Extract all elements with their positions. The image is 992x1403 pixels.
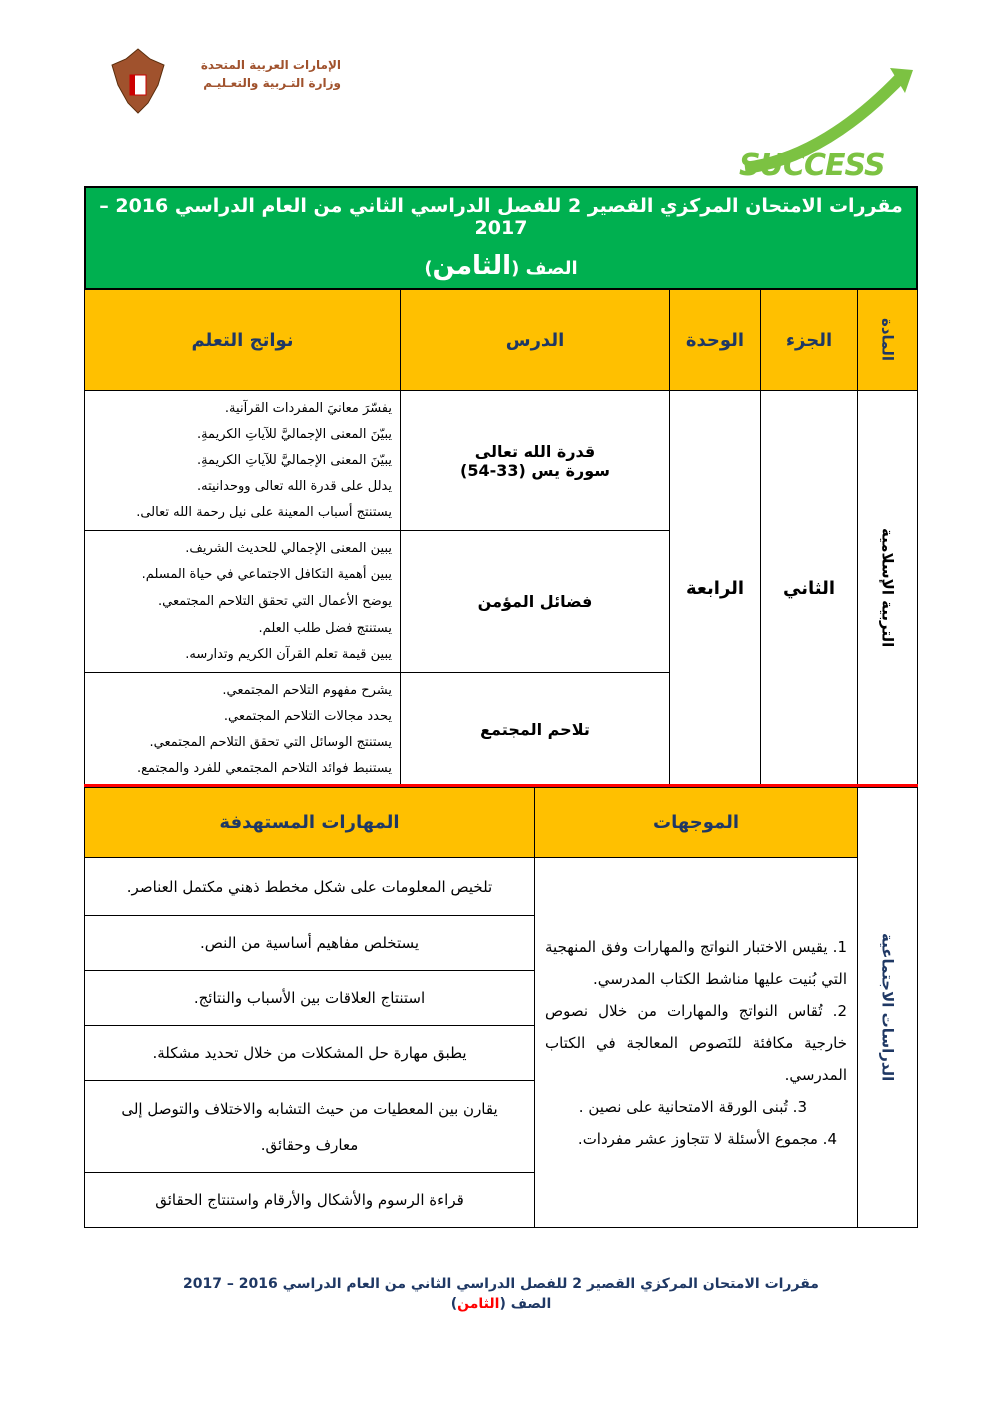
col-unit-label: الوحدة bbox=[685, 329, 745, 351]
lesson-3 bbox=[400, 672, 670, 786]
outcome: يستنتج فضل طلب العلم. bbox=[258, 620, 392, 636]
skill-text: يقارن بين المعطيات من حيث التشابه والاختلاف والتوصل إلى معارف وحقائق. bbox=[121, 1099, 498, 1154]
lesson-title: تلاحم المجتمع bbox=[480, 719, 590, 739]
col-outcomes bbox=[84, 289, 401, 391]
outcome: يحدد مجالات التلاحم المجتمعي. bbox=[223, 708, 392, 724]
footer-grade: الصف (الثامن) bbox=[450, 1296, 552, 1312]
skill-text: قراءة الرسوم والأشكال والأرقام واستنتاج الحقائق bbox=[155, 1191, 464, 1209]
outcome: يوضح الأعمال التي تحقق التلاحم المجتمعي. bbox=[158, 593, 392, 609]
skill-row bbox=[84, 1080, 535, 1173]
guide-item: 3. تُبنى الورقة الامتحانية على نصين . bbox=[578, 1097, 807, 1116]
lesson-2 bbox=[400, 530, 670, 673]
skill-row bbox=[84, 1172, 535, 1228]
col-outcomes-label: نواتج التعلم bbox=[191, 329, 294, 351]
skill-text: استنتاج العلاقات بين الأسباب والنتائج. bbox=[193, 989, 426, 1007]
guide-item: 4. مجموع الأسئلة لا تتجاوز عشر مفردات. bbox=[577, 1129, 837, 1148]
ministry-line2: وزارة التـربية والتعـليـم bbox=[203, 76, 341, 90]
lesson-title: قدرة الله تعالى bbox=[474, 441, 596, 461]
outcome: يشرح مفهوم التلاحم المجتمعي. bbox=[222, 682, 392, 698]
lesson-1 bbox=[400, 390, 670, 531]
skill-row bbox=[84, 915, 535, 971]
lesson-2-outcomes bbox=[84, 530, 401, 673]
guides-header-label: الموجهات bbox=[653, 812, 739, 833]
outcome: يبين أهمية التكافل الاجتماعي في حياة المسلم. bbox=[141, 567, 392, 583]
outcome: يبيّنَ المعنى الإجماليَّ للآياتِ الكريمةِ. bbox=[196, 452, 392, 468]
social-subject-label: الدراسات الاجتماعية bbox=[878, 933, 897, 1082]
grade-name: الثامن bbox=[432, 251, 512, 281]
page-header bbox=[84, 186, 918, 290]
skills-header-label: المهارات المستهدفة bbox=[219, 812, 400, 833]
guide-item: 1. يقيس الاختبار النواتج والمهارات وفق المنهجية التي بُنيت عليها مناشط الكتاب المدرسي. bbox=[545, 937, 847, 988]
ministry-name bbox=[176, 56, 341, 92]
col-lesson bbox=[400, 289, 670, 391]
lesson-title: فضائل المؤمن bbox=[477, 592, 593, 611]
guide-item: 2. تُقاس النواتج والمهارات من خلال نصوص خارجية مكافئة للنَصوص المعالجة في الكتاب المدرسي. bbox=[545, 1001, 847, 1084]
lesson-subtitle: سورة يس (33-54) bbox=[460, 460, 610, 480]
islamic-subject bbox=[857, 390, 918, 786]
header-title: مقررات الامتحان المركزي القصير 2 للفصل الدراسي الثاني من العام الدراسي 2016 – 2017 bbox=[99, 195, 903, 239]
islamic-unit bbox=[669, 390, 761, 786]
col-subject-label: المادة bbox=[878, 318, 897, 362]
islamic-part-label: الثاني bbox=[783, 577, 836, 599]
outcome: يستنبط فوائد التلاحم المجتمعي للفرد والمجتمع. bbox=[137, 760, 392, 776]
outcome: يبيّنَ المعنى الإجماليَّ للآياتِ الكريمةِ. bbox=[196, 426, 392, 442]
outcome: يفسّرَ معانيَ المفردات القرآنية. bbox=[224, 400, 392, 416]
skill-row bbox=[84, 857, 535, 916]
footer-grade-name: الثامن bbox=[457, 1296, 500, 1312]
skill-text: يستخلص مفاهيم أساسية من النص. bbox=[199, 934, 420, 952]
col-part bbox=[760, 289, 858, 391]
lesson-1-outcomes bbox=[84, 390, 401, 531]
outcome: يبين المعنى الإجمالي للحديث الشريف. bbox=[185, 540, 392, 556]
skill-row bbox=[84, 970, 535, 1026]
ministry-line1: الإمارات العربية المتحدة bbox=[200, 58, 341, 72]
islamic-part bbox=[760, 390, 858, 786]
col-part-label: الجزء bbox=[785, 329, 833, 351]
success-text: SUCCESS bbox=[739, 148, 885, 183]
footer-title: مقررات الامتحان المركزي القصير 2 للفصل الدراسي الثاني من العام الدراسي 2016 – 2017 bbox=[183, 1276, 819, 1292]
skill-text: تلخيص المعلومات على شكل مخطط ذهني مكتمل العناصر. bbox=[126, 877, 493, 896]
social-subject bbox=[857, 787, 918, 1228]
outcome: يبين قيمة تعلم القرآن الكريم وتدارسه. bbox=[185, 647, 392, 663]
outcome: يدلل على قدرة الله تعالى ووحدانيته. bbox=[196, 479, 392, 495]
header-grade: الصف (الثامن) bbox=[424, 251, 578, 281]
page-footer bbox=[84, 1274, 918, 1314]
col-lesson-label: الدرس bbox=[505, 329, 565, 351]
footer-grade-prefix: الصف bbox=[510, 1296, 552, 1312]
skill-row bbox=[84, 1025, 535, 1081]
outcome: يستنتج أسباب المعينة على نيل رحمة الله تعالى. bbox=[136, 505, 392, 521]
outcome: يستنتج الوسائل التي تحقق التلاحم المجتمعي. bbox=[149, 734, 392, 750]
grade-prefix: الصف bbox=[525, 258, 578, 279]
islamic-unit-label: الرابعة bbox=[685, 577, 745, 599]
skills-header bbox=[84, 787, 535, 858]
col-subject bbox=[857, 289, 918, 391]
guides-header bbox=[534, 787, 858, 858]
skill-text: يطبق مهارة حل المشكلات من خلال تحديد مشكلة. bbox=[152, 1044, 467, 1062]
col-unit bbox=[669, 289, 761, 391]
lesson-3-outcomes bbox=[84, 672, 401, 786]
guides-list bbox=[534, 857, 858, 1228]
uae-emblem-icon bbox=[108, 45, 168, 117]
success-logo bbox=[735, 68, 913, 188]
islamic-subject-label: التربية الإسلامية bbox=[878, 528, 897, 648]
